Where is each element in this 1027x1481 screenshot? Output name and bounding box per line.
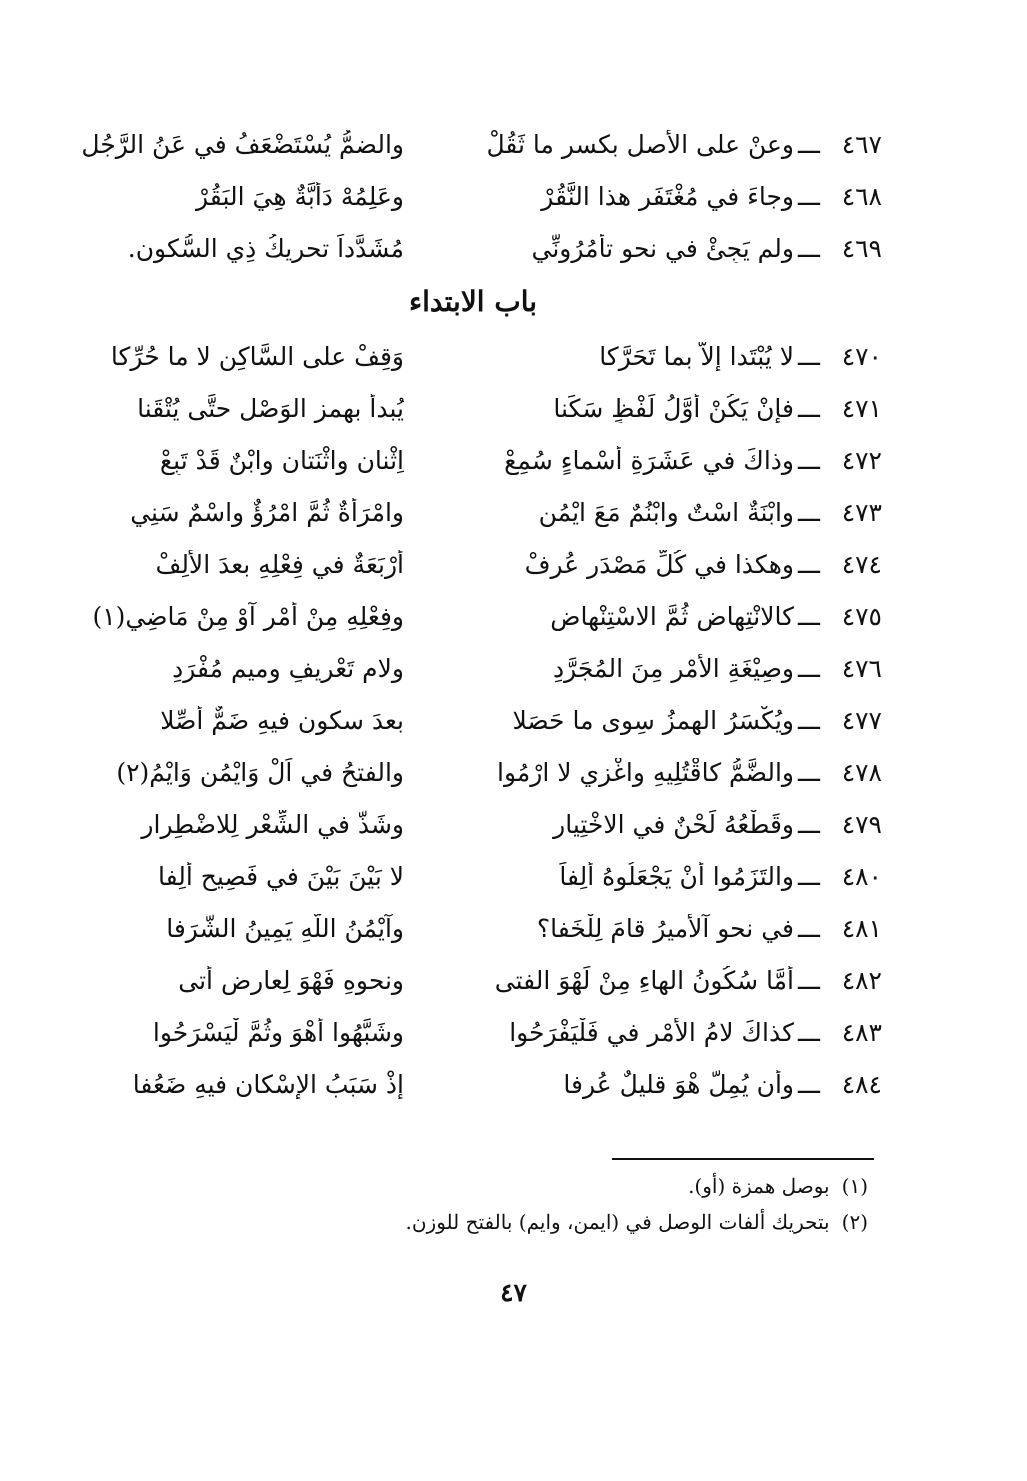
- footnote-text: بوصل همزة (أو).: [688, 1174, 830, 1198]
- first-hemistich: وصِيْغَةِ الأَمْرِ مِنَ المُجَرَّدِ: [552, 653, 794, 683]
- verse-line: [64, 590, 882, 642]
- first-hemistich: ولم يَجِئْ في نحوِ تأْمُرُونِّي: [531, 233, 794, 263]
- verse-dash: ـــ: [798, 913, 820, 943]
- page-number: ٤٧: [500, 1278, 527, 1307]
- verse-number: ٤٦٩: [841, 233, 882, 263]
- second-hemistich: وشَذَّ في الشِّعْرِ لِلاضْطِرارِ: [141, 809, 404, 839]
- verse-line: [64, 118, 882, 170]
- first-hemistich: وذاكَ في عَشَرَةِ أَسْماءٍ سُمِعْ: [504, 445, 794, 475]
- first-hemistich: وجاءَ في مُغْتَفَرٍ هذا النَّقُرْ: [541, 181, 794, 211]
- verse-number: ٤٨٤: [841, 1069, 882, 1099]
- verse-line: [64, 434, 882, 486]
- verse-number: ٤٧٨: [841, 757, 882, 787]
- footnote: [300, 1204, 868, 1240]
- verse-number: ٤٧٤: [841, 549, 882, 579]
- verse-dash: ـــ: [798, 181, 820, 211]
- verse-line: [64, 486, 882, 538]
- verse-dash: ـــ: [798, 1069, 820, 1099]
- second-hemistich: ونحوِهِ فَهْوَ لِعارِضٍ أتى: [178, 965, 404, 995]
- second-hemistich: والضمُّ يُسْتَضْعَفُ في عَنُ الرَّجُل: [81, 129, 404, 159]
- verse-line: [64, 954, 882, 1006]
- verse-dash: ـــ: [798, 705, 820, 735]
- verse-line: [64, 694, 882, 746]
- second-hemistich: بعدَ سكونٍ فيهِ ضَمٌّ أُصِّلا: [160, 705, 404, 735]
- verse-number: ٤٨٠: [841, 861, 882, 891]
- verse-dash: ـــ: [798, 965, 820, 995]
- first-hemistich: ويُكْسَرُ الهمزُ سِوى ما حَصَلا: [512, 705, 794, 735]
- verse-number: ٤٧١: [841, 393, 882, 423]
- verse-number: ٤٨١: [841, 913, 882, 943]
- verse-number: ٤٨٢: [841, 965, 882, 995]
- verse-dash: ـــ: [798, 129, 820, 159]
- first-hemistich: وقَطْعُهُ لَحْنٌ في الاخْتِيارِ: [553, 809, 794, 839]
- verse-line: [64, 902, 882, 954]
- first-hemistich: وعنْ على الأصلِ بكسرٍ ما ثَقُلْ: [486, 129, 794, 159]
- verse-number: ٤٧٩: [841, 809, 882, 839]
- verse-number: ٤٦٧: [841, 129, 882, 159]
- first-hemistich: وهكذا في كُلِّ مَصْدَرٍ عُرِفْ: [524, 549, 794, 579]
- first-hemistich: كالانْتِهاضِ ثُمَّ الاسْتِنْهاضِ: [550, 601, 794, 631]
- first-hemistich: أمَّا سُكُونُ الهاءِ مِنْ لَهْوَ الفتى: [494, 965, 794, 995]
- verse-number: ٤٧٧: [841, 705, 882, 735]
- section-title: باب الابتداء: [408, 285, 538, 318]
- second-hemistich: يُبدأ بهمزِ الوَصْلِ حتَّى يُتْقَنا: [137, 393, 404, 423]
- verse-dash: ـــ: [798, 861, 820, 891]
- verse-dash: ـــ: [798, 393, 820, 423]
- footnote-marker: (٢): [841, 1210, 868, 1234]
- second-hemistich: وامْرَأَةٌ ثُمَّ امْرُؤٌ واسْمٌ سَنِي: [130, 497, 404, 527]
- verse-group-2: [64, 330, 882, 1110]
- footnote-marker: (١): [841, 1174, 868, 1198]
- verse-line: [64, 1006, 882, 1058]
- verse-dash: ـــ: [798, 233, 820, 263]
- verse-dash: ـــ: [798, 497, 820, 527]
- verse-line: [64, 798, 882, 850]
- first-hemistich: والتَزَمُوا أنْ يَجْعَلُوهُ ألِفاً: [559, 861, 794, 891]
- verse-line: [64, 330, 882, 382]
- verse-dash: ـــ: [798, 1017, 820, 1047]
- second-hemistich: وشَبَّهُوا أَهْوَ وثُمَّ لْيَسْرَحُوا: [152, 1017, 404, 1047]
- second-hemistich: إذْ سَبَبُ الإسْكانِ فيهِ ضَعُفا: [132, 1069, 404, 1099]
- footnote-text: بتحريك ألفات الوصل في (ايمن، وايم) بالفتح للوزن.: [405, 1210, 830, 1234]
- verse-line: [64, 746, 882, 798]
- verse-number: ٤٦٨: [841, 181, 882, 211]
- second-hemistich: والفتحُ في اَلْ وَايْمُنٍ وَايْمُ(٢): [116, 757, 404, 787]
- verse-number: ٤٧٦: [841, 653, 882, 683]
- second-hemistich: أرْبَعَةٌ في فِعْلِهِ بعدَ الألِفْ: [155, 549, 404, 579]
- verse-line: [64, 538, 882, 590]
- verse-number: ٤٨٣: [841, 1017, 882, 1047]
- second-hemistich: اِثْنانِ واثْنَتانِ وابْنٌ قَدْ تَبِعْ: [159, 445, 404, 475]
- verse-group-1: [64, 118, 882, 274]
- first-hemistich: كذاكَ لامُ الأَمْرِ في فَلْيَفْرَحُوا: [509, 1017, 794, 1047]
- first-hemistich: وابْنَةٌ اسْتٌ وابْنُمٌ مَعَ ايْمُنِ: [538, 497, 794, 527]
- verse-dash: ـــ: [798, 341, 820, 371]
- first-hemistich: لا يُبْتَدا إلاّ بما تَحَرَّكا: [599, 341, 794, 371]
- second-hemistich: مُشَدَّداً تحريكُ ذِي السُّكونِ.: [127, 233, 404, 263]
- first-hemistich: في نحوِ آلأميرُ قامَ لِلْخَفا؟: [536, 913, 794, 943]
- footnote: [300, 1168, 868, 1204]
- second-hemistich: وآيْمُنُ اللَّهِ يَمِينُ الشُّرَفا: [166, 913, 404, 943]
- first-hemistich: فإنْ يَكُنْ أوَّلُ لَفْظٍ سَكَنا: [553, 393, 794, 423]
- verse-line: [64, 1058, 882, 1110]
- first-hemistich: والضَّمُّ كاقْتُلِيهِ واغْزِي لا ارْمُوا: [497, 757, 794, 787]
- verse-number: ٤٧٥: [841, 601, 882, 631]
- footnotes: [300, 1168, 868, 1240]
- verse-line: [64, 170, 882, 222]
- verse-number: ٤٧٣: [841, 497, 882, 527]
- verse-line: [64, 222, 882, 274]
- verse-line: [64, 850, 882, 902]
- verse-number: ٤٧٠: [841, 341, 882, 371]
- second-hemistich: ولامِ تَعْرِيفٍ وميمِ مُفْرَدِ: [172, 653, 404, 683]
- verse-dash: ـــ: [798, 445, 820, 475]
- verse-number: ٤٧٢: [841, 445, 882, 475]
- verse-dash: ـــ: [798, 549, 820, 579]
- verse-line: [64, 642, 882, 694]
- second-hemistich: وفِعْلِهِ مِنْ أَمْرٍ آوْ مِنْ مَاضِي(١): [92, 601, 404, 631]
- verse-dash: ـــ: [798, 809, 820, 839]
- second-hemistich: وعَلِمُهْ دَأَبَّةٌ هِيَ البَقُرْ: [196, 181, 404, 211]
- footnote-separator: [612, 1158, 874, 1160]
- second-hemistich: لا بَيْنَ بَيْنَ في فَصِيحٍ أُلِفا: [158, 861, 404, 891]
- second-hemistich: وَقِفْ على السَّاكِنِ لا ما حُرِّكا: [110, 341, 404, 371]
- first-hemistich: وأن يُمِلَّ هْوَ قليلٌ عُرِفا: [563, 1069, 794, 1099]
- verse-dash: ـــ: [798, 653, 820, 683]
- verse-dash: ـــ: [798, 757, 820, 787]
- verse-line: [64, 382, 882, 434]
- verse-block: [64, 118, 882, 1110]
- verse-dash: ـــ: [798, 601, 820, 631]
